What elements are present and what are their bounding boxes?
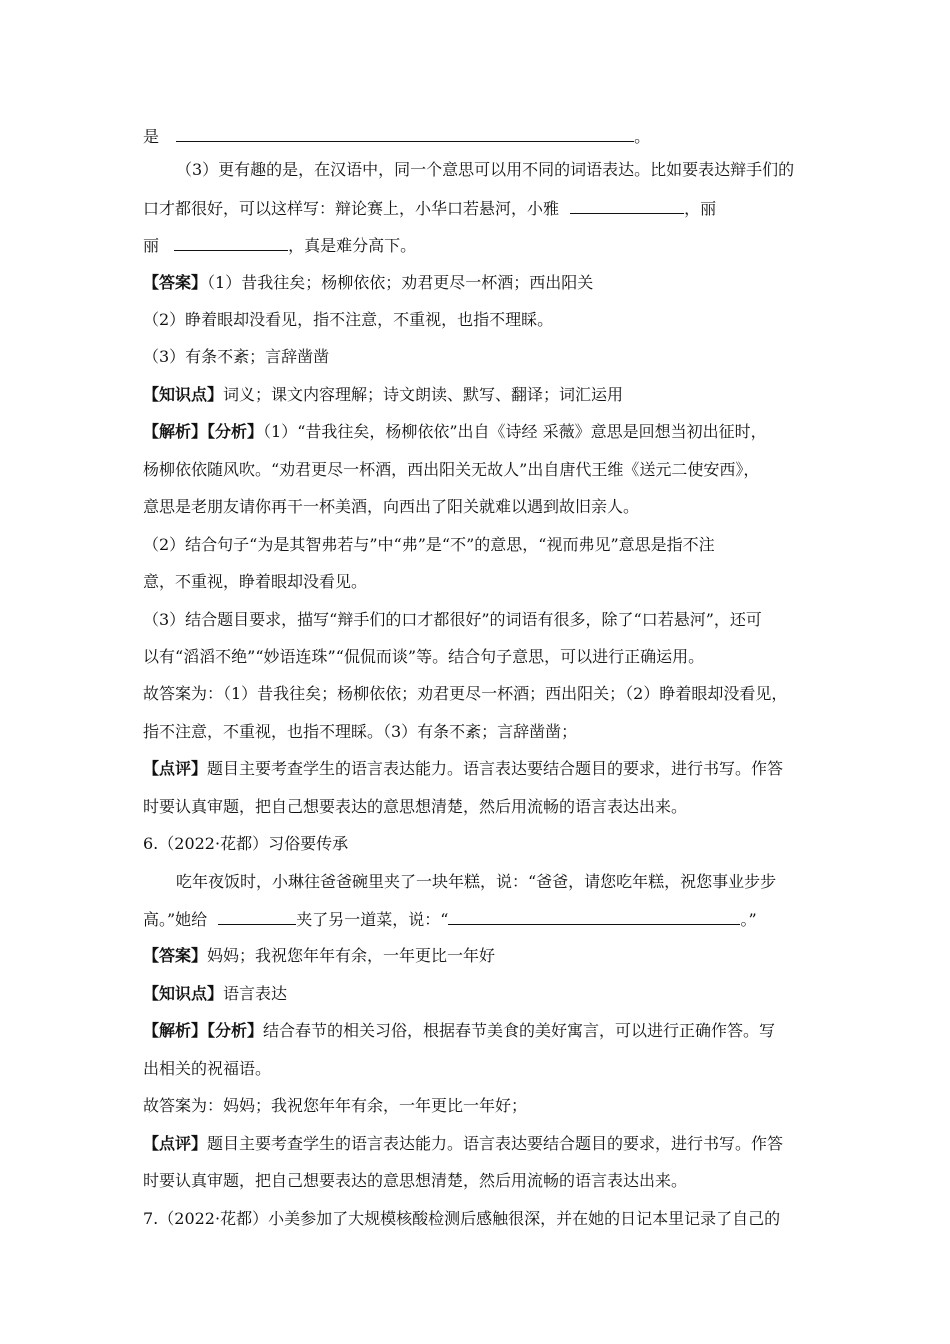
q6-final-answer: 故答案为：妈妈；我祝您年年有余，一年更比一年好； bbox=[143, 1096, 528, 1115]
q6-body-line2 bbox=[143, 908, 757, 930]
q5-analysis-line5: 意，不重视，睁着眼却没看见。 bbox=[143, 572, 368, 591]
text-segment: 夹了另一道菜，说：“ bbox=[296, 910, 449, 929]
text-segment: 高。”她给 bbox=[143, 910, 208, 929]
text-segment: 。” bbox=[740, 910, 757, 929]
q5-analysis-line7: 以有“滔滔不绝”“妙语连珠”“侃侃而谈”等。结合句子意思，可以进行正确运用。 bbox=[143, 647, 705, 666]
fill-blank[interactable] bbox=[570, 197, 684, 214]
q6-review-line2: 时要认真审题，把自己想要表达的意思想清楚，然后用流畅的语言表达出来。 bbox=[143, 1171, 688, 1190]
q6-knowledge-line bbox=[143, 983, 287, 1005]
answer-label: 【答案】 bbox=[143, 946, 208, 965]
q5-analysis-line1 bbox=[143, 421, 767, 443]
text-segment: 丽 bbox=[143, 236, 160, 255]
q5-review-line2: 时要认真审题，把自己想要表达的意思想清楚，然后用流畅的语言表达出来。 bbox=[143, 797, 688, 816]
analysis-text: 结合春节的相关习俗，根据春节美食的美好寓言，可以进行正确作答。写 bbox=[263, 1021, 776, 1040]
line-suffix: 。 bbox=[634, 127, 651, 146]
knowledge-label: 【知识点】 bbox=[143, 385, 224, 404]
analysis-text: （1）“昔我往矣，杨柳依依”出自《诗经 采薇》意思是回想当初出征时， bbox=[263, 422, 767, 441]
q5-analysis-line9: 指不注意，不重视，也指不理睬。（3）有条不紊；言辞凿凿； bbox=[143, 722, 578, 741]
analysis-label: 【解析】【分析】 bbox=[143, 422, 264, 441]
review-label: 【点评】 bbox=[143, 1134, 208, 1153]
answer-text: （1）昔我往矣；杨柳依依；劝君更尽一杯酒；西出阳关 bbox=[207, 273, 594, 292]
q7-line1: 7.（2022·花都）小美参加了大规模核酸检测后感触很深，并在她的日记本里记录了自己的 bbox=[143, 1209, 781, 1228]
q5-part3-line3 bbox=[143, 234, 416, 256]
q5-part3-line1: （3）更有趣的是，在汉语中，同一个意思可以用不同的词语表达。比如要表达辩手们的 bbox=[176, 160, 795, 179]
text-segment: ，丽 bbox=[684, 199, 717, 218]
q5-analysis-line6: （3）结合题目要求，描写“辩手们的口才都很好”的词语有很多，除了“口若悬河”，还可 bbox=[143, 610, 762, 629]
fill-blank[interactable] bbox=[448, 908, 740, 925]
q5-analysis-line2: 杨柳依依随风吹。“劝君更尽一杯酒，西出阳关无故人”出自唐代王维《送元二使安西》， bbox=[143, 460, 760, 479]
analysis-label: 【解析】【分析】 bbox=[143, 1021, 264, 1040]
knowledge-text: 词义；课文内容理解；诗文朗读、默写、翻译；词汇运用 bbox=[223, 385, 624, 404]
fill-blank[interactable] bbox=[174, 234, 288, 251]
q5-analysis-line8: 故答案为：（1）昔我往矣；杨柳依依；劝君更尽一杯酒；西出阳关；（2）睁着眼却没看见， bbox=[143, 684, 788, 703]
q5-answer-line3: （3）有条不紊；言辞凿凿 bbox=[143, 347, 330, 366]
q5-part3-line2 bbox=[143, 197, 716, 219]
q6-analysis-line1 bbox=[143, 1020, 775, 1042]
answer-label: 【答案】 bbox=[143, 273, 208, 292]
q5-answer-line2: （2）睁着眼却没看见，指不注意，不重视，也指不理睬。 bbox=[143, 310, 554, 329]
review-text: 题目主要考查学生的语言表达能力。语言表达要结合题目的要求，进行书写。作答 bbox=[207, 759, 784, 778]
q5-answer-line1 bbox=[143, 272, 593, 294]
q5-analysis-line3: 意思是老朋友请你再干一杯美酒，向西出了阳关就难以遇到故旧亲人。 bbox=[143, 497, 640, 516]
review-label: 【点评】 bbox=[143, 759, 208, 778]
line-prefix: 是 bbox=[143, 127, 160, 146]
q6-body-line1: 吃年夜饭时，小琳往爸爸碗里夹了一块年糕，说：“爸爸，请您吃年糕，祝您事业步步 bbox=[176, 872, 777, 891]
text-segment: ，真是难分高下。 bbox=[288, 236, 417, 255]
fill-blank[interactable] bbox=[218, 908, 296, 925]
fill-blank[interactable] bbox=[176, 125, 634, 142]
q5-part2-answer-line bbox=[143, 125, 650, 147]
answer-text: 妈妈；我祝您年年有余，一年更比一年好 bbox=[207, 946, 496, 965]
q5-analysis-line4: （2）结合句子“为是其智弗若与”中“弗”是“不”的意思，“视而弗见”意思是指不注 bbox=[143, 535, 715, 554]
q5-knowledge-line bbox=[143, 384, 623, 406]
q5-review-line1 bbox=[143, 758, 783, 780]
q6-title: 6.（2022·花都）习俗要传承 bbox=[143, 834, 349, 853]
knowledge-label: 【知识点】 bbox=[143, 984, 224, 1003]
q6-review-line1 bbox=[143, 1133, 783, 1155]
review-text: 题目主要考查学生的语言表达能力。语言表达要结合题目的要求，进行书写。作答 bbox=[207, 1134, 784, 1153]
q6-answer-line bbox=[143, 945, 495, 967]
text-segment: 口才都很好，可以这样写：辩论赛上，小华口若悬河，小雅 bbox=[143, 199, 560, 218]
q6-analysis-line2: 出相关的祝福语。 bbox=[143, 1059, 272, 1078]
knowledge-text: 语言表达 bbox=[223, 984, 288, 1003]
